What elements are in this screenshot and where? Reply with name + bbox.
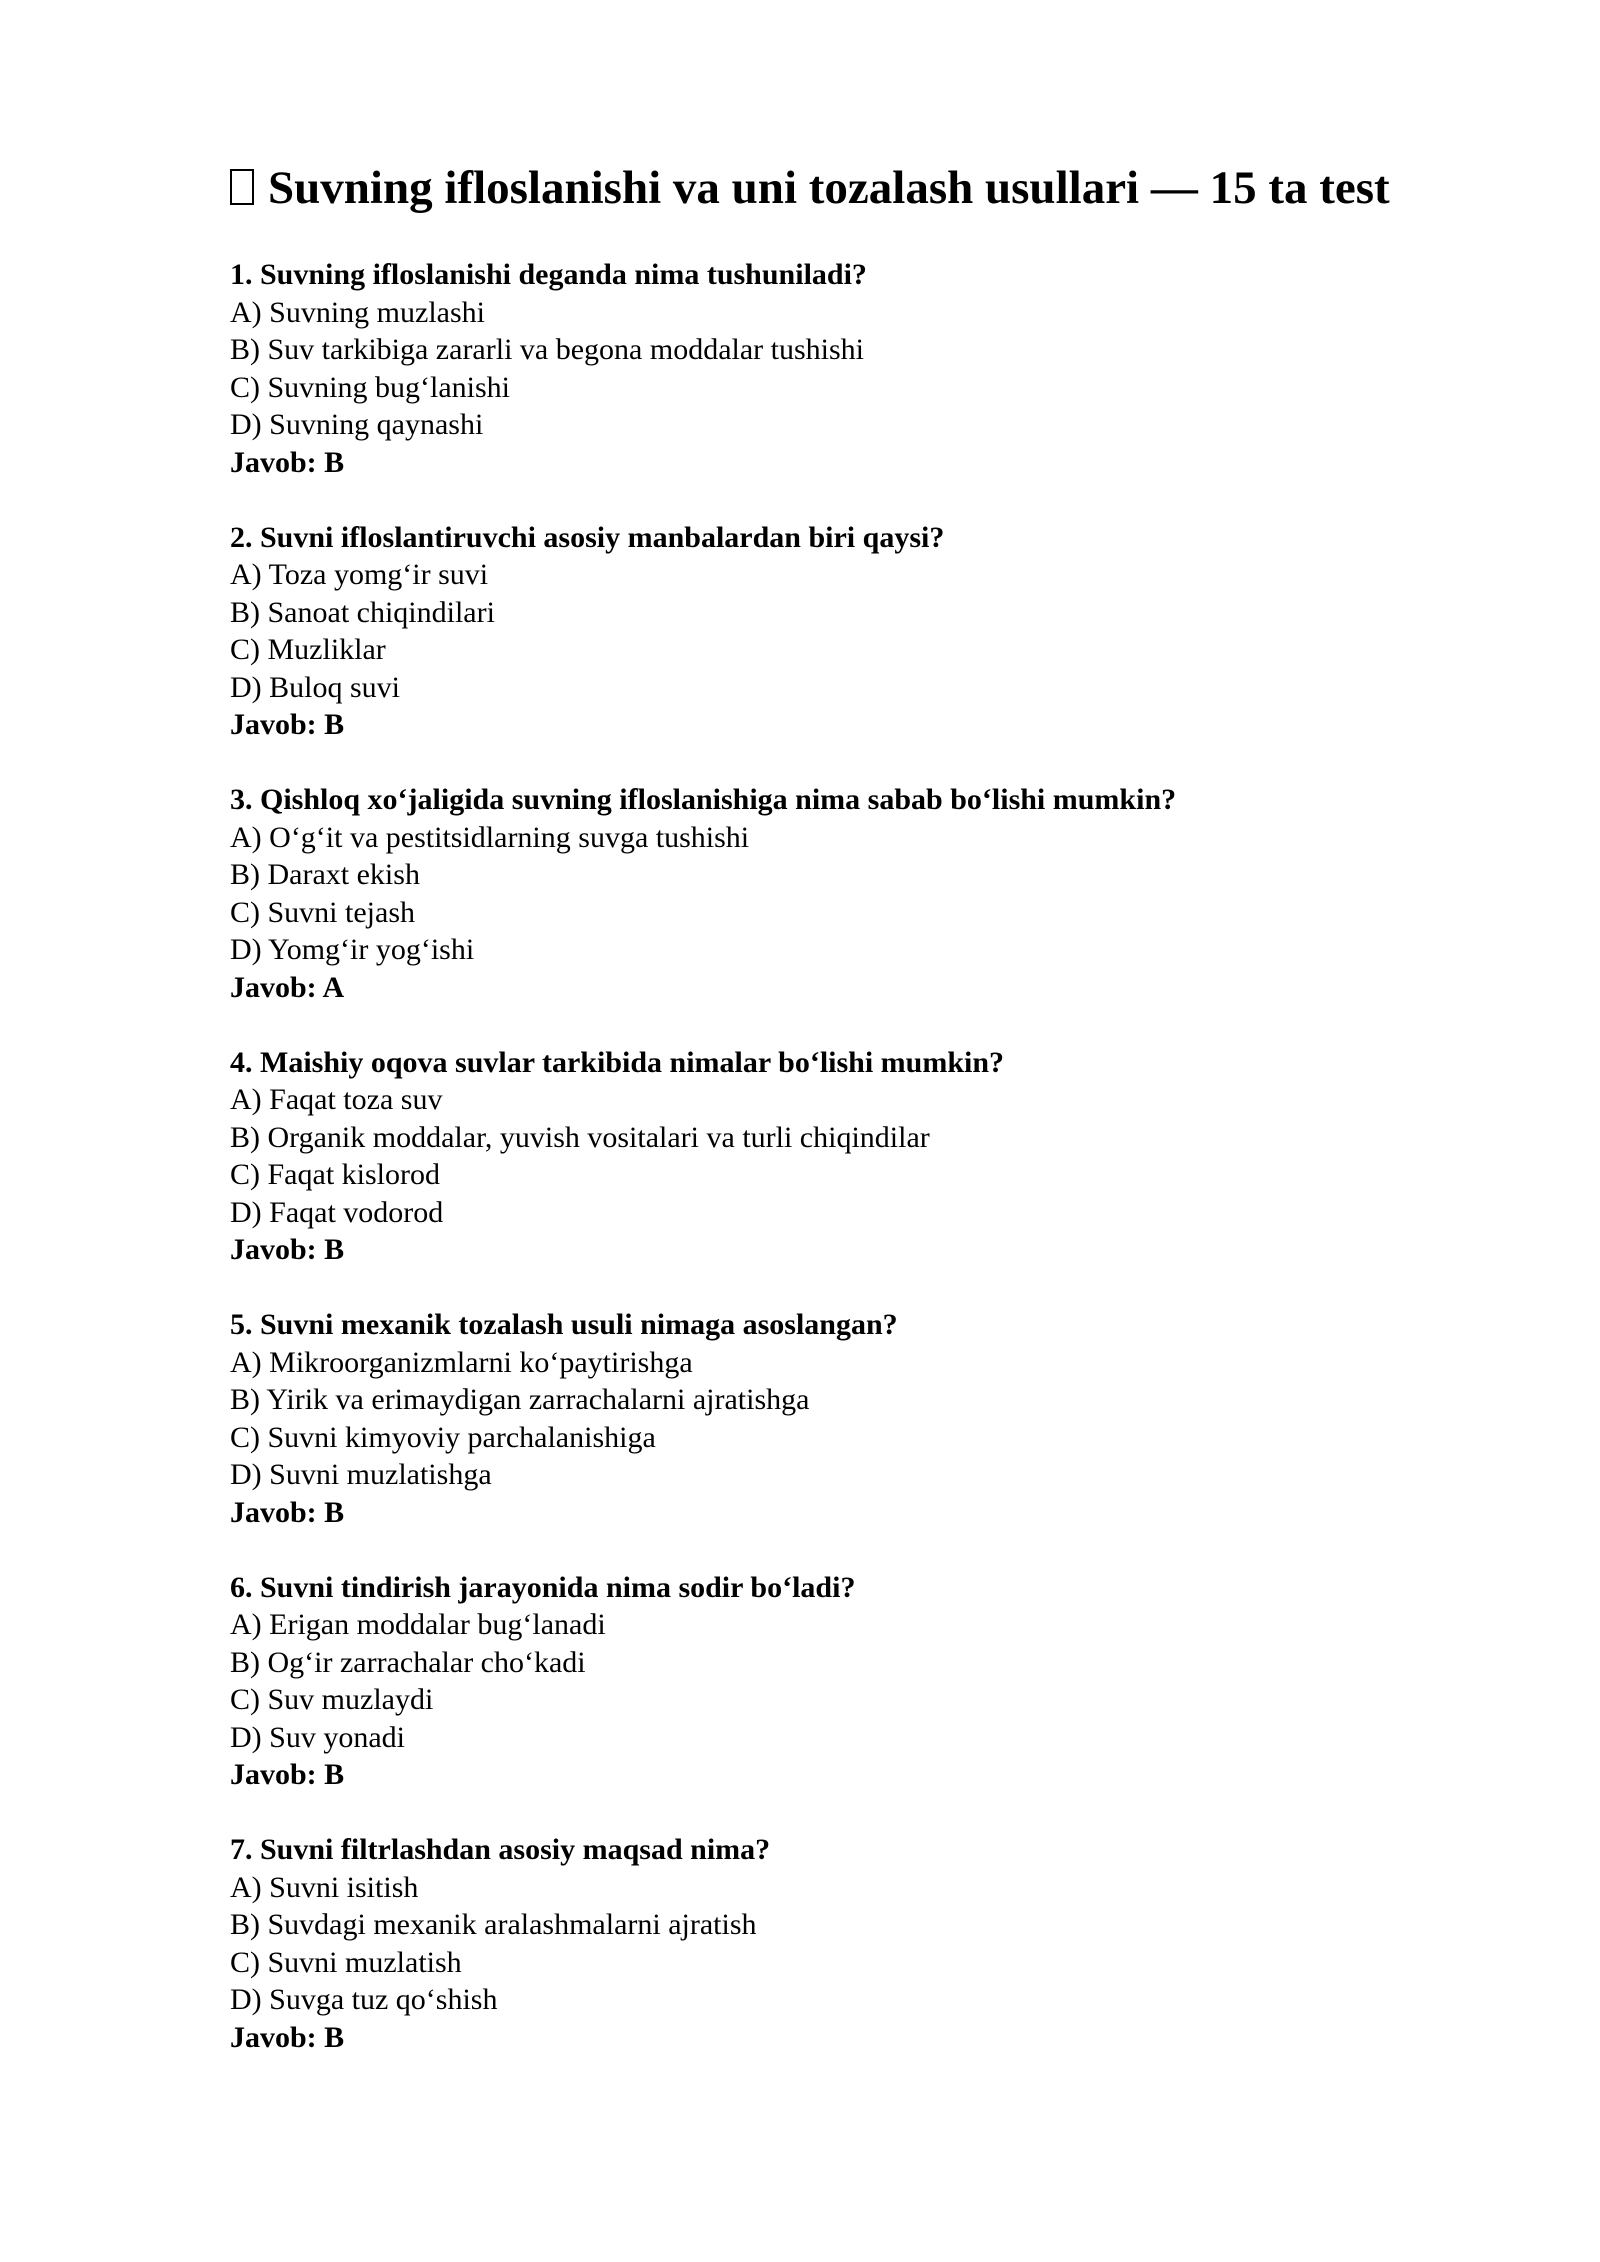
option-b: B) Daraxt ekish — [230, 858, 420, 891]
option-a: A) Toza yomg‘ir suvi — [230, 558, 489, 591]
option-b: B) Yirik va erimaydigan zarrachalarni ajratishga — [230, 1383, 810, 1416]
option-b: B) Suv tarkibiga zararli va begona moddalar tushishi — [230, 333, 864, 366]
answer: Javob: B — [230, 445, 345, 479]
option-d: D) Buloq suvi — [230, 670, 401, 704]
option-d: D) Yomg‘ir yog‘ishi — [230, 933, 475, 966]
option-c: C) Suvning bug‘lanishi — [230, 370, 511, 404]
question-4 — [230, 1044, 1530, 1269]
question-6 — [230, 1569, 1530, 1794]
question-text: 1. Suvning ifloslanishi deganda nima tushuniladi? — [230, 258, 867, 291]
option-c: C) Suvni muzlatish — [230, 1945, 462, 1979]
option-a: A) Mikroorganizmlarni ko‘paytirishga — [230, 1345, 693, 1379]
option-a: A) O‘g‘it va pestitsidlarning suvga tushishi — [230, 820, 750, 854]
document-page — [230, 156, 1530, 2094]
question-text: 5. Suvni mexanik tozalash usuli nimaga asoslangan? — [230, 1308, 898, 1341]
option-d: D) Suv yonadi — [230, 1720, 405, 1754]
question-3 — [230, 781, 1530, 1006]
question-text: 4. Maishiy oqova suvlar tarkibida nimalar bo‘lishi mumkin? — [230, 1045, 1005, 1079]
option-b: B) Suvdagi mexanik aralashmalarni ajratish — [230, 1908, 757, 1941]
question-7 — [230, 1831, 1530, 2056]
option-c: C) Faqat kislorod — [230, 1158, 440, 1191]
question-5 — [230, 1306, 1530, 1531]
option-c: C) Suvni tejash — [230, 895, 415, 929]
option-d: D) Faqat vodorod — [230, 1195, 444, 1229]
question-text: 6. Suvni tindirish jarayonida nima sodir bo‘ladi? — [230, 1570, 856, 1604]
option-d: D) Suvning qaynashi — [230, 408, 484, 441]
question-text: 3. Qishloq xo‘jaligida suvning ifloslanishiga nima sabab bo‘lishi mumkin? — [230, 783, 1177, 816]
question-text: 7. Suvni filtrlashdan asosiy maqsad nima? — [230, 1833, 771, 1866]
missing-glyph-icon — [230, 169, 254, 205]
option-b: B) Sanoat chiqindilari — [230, 595, 495, 629]
question-text: 2. Suvni ifloslantiruvchi asosiy manbalardan biri qaysi? — [230, 520, 945, 554]
answer: Javob: B — [230, 1495, 345, 1529]
document-title — [230, 156, 1530, 220]
option-a: A) Faqat toza suv — [230, 1083, 443, 1116]
question-2 — [230, 519, 1530, 744]
option-b: B) Organik moddalar, yuvish vositalari va turli chiqindilar — [230, 1120, 930, 1154]
question-1 — [230, 256, 1530, 481]
option-c: C) Muzliklar — [230, 633, 386, 666]
option-a: A) Suvni isitish — [230, 1870, 419, 1904]
option-c: C) Suv muzlaydi — [230, 1683, 434, 1716]
option-b: B) Og‘ir zarrachalar cho‘kadi — [230, 1645, 586, 1679]
option-a: A) Suvning muzlashi — [230, 295, 485, 329]
document-title-text: Suvning ifloslanishi va uni tozalash usullari — 15 ta test — [268, 162, 1390, 214]
answer: Javob: B — [230, 708, 345, 741]
answer: Javob: B — [230, 2020, 345, 2054]
answer: Javob: A — [230, 970, 345, 1004]
option-d: D) Suvga tuz qo‘shish — [230, 1983, 498, 2016]
option-c: C) Suvni kimyoviy parchalanishiga — [230, 1420, 656, 1454]
answer: Javob: B — [230, 1758, 345, 1791]
answer: Javob: B — [230, 1233, 345, 1266]
option-d: D) Suvni muzlatishga — [230, 1458, 492, 1491]
option-a: A) Erigan moddalar bug‘lanadi — [230, 1608, 606, 1641]
